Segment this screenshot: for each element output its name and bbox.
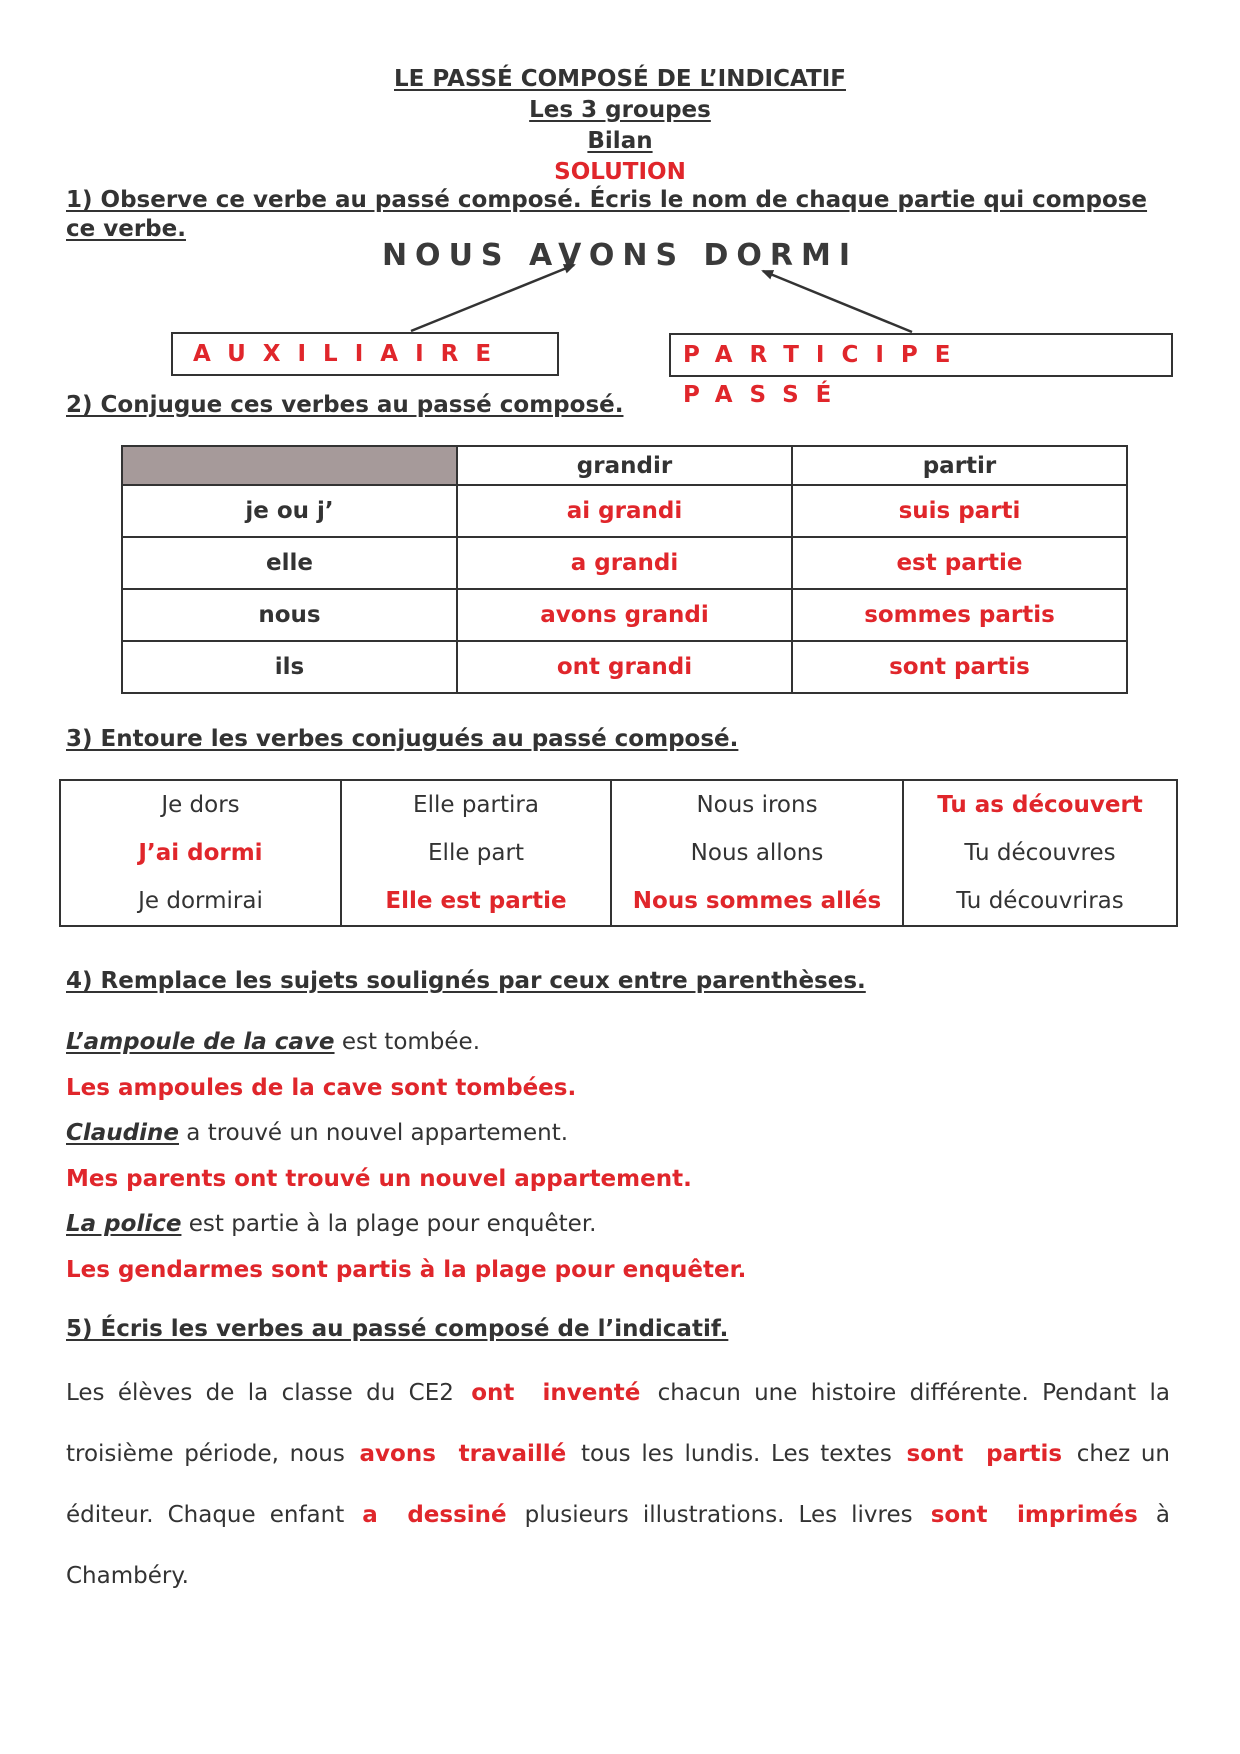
paragraph-text: chez un éditeur. Chaque enfant	[66, 1441, 1171, 1528]
answer-cell: avons grandi	[457, 589, 792, 641]
answer-cell: suis parti	[792, 485, 1127, 537]
subject-cell: nous	[122, 589, 457, 641]
auxiliaire-answer: AUXILIAIRE	[193, 341, 509, 367]
sentence-rest: est partie à la plage pour enquêter.	[181, 1211, 597, 1237]
underlined-subject: L’ampoule de la cave	[66, 1029, 335, 1055]
empty-corner-cell	[122, 446, 457, 485]
verb-option-correct: Elle est partie	[385, 888, 567, 914]
verb-choice-table	[59, 779, 1178, 927]
answer-3: Les gendarmes sont partis à la plage pour enquêter.	[66, 1257, 747, 1283]
answer-cell: a grandi	[457, 537, 792, 589]
verb-choice-row	[60, 780, 1177, 926]
verb-column	[341, 780, 611, 926]
answer-cell: ai grandi	[457, 485, 792, 537]
verb-answer: ont inventé	[471, 1380, 641, 1406]
sentence-rest: a trouvé un nouvel appartement.	[178, 1120, 569, 1146]
sentence-3	[66, 1211, 597, 1237]
verb-option: Nous irons	[696, 792, 818, 818]
auxiliaire-answer-box	[171, 332, 559, 376]
table-row	[122, 641, 1127, 693]
verb-option: Nous allons	[690, 840, 824, 866]
verb-option: Je dormirai	[138, 888, 263, 914]
paragraph-text: Les élèves de la classe du CE2	[66, 1380, 468, 1406]
answer-2: Mes parents ont trouvé un nouvel appartement.	[66, 1166, 692, 1192]
verb-example: NOUS AVONS DORMI	[381, 238, 859, 273]
answer-cell: ont grandi	[457, 641, 792, 693]
underlined-subject: La police	[66, 1211, 182, 1237]
verb-answer: sont imprimés	[930, 1502, 1138, 1528]
question-1: 1) Observe ce verbe au passé composé. Écris le nom de chaque partie qui compose ce verbe.	[66, 187, 1148, 242]
answer-1: Les ampoules de la cave sont tombées.	[66, 1075, 577, 1101]
verb-column	[60, 780, 341, 926]
participe-answer-box	[669, 333, 1173, 408]
verb-option: Tu découvres	[964, 840, 1116, 866]
conjugation-table	[121, 445, 1128, 694]
arrow-auxiliaire	[411, 265, 574, 331]
section-label: Bilan	[587, 128, 653, 154]
question-4: 4) Remplace les sujets soulignés par ceux entre parenthèses.	[66, 968, 866, 994]
sentence-1	[66, 1029, 480, 1055]
underlined-subject: Claudine	[66, 1120, 179, 1146]
answer-cell: sommes partis	[792, 589, 1127, 641]
table-row	[122, 589, 1127, 641]
verb-option-correct: J’ai dormi	[138, 840, 263, 866]
verb-answer: avons travaillé	[359, 1441, 567, 1467]
solution-label: SOLUTION	[554, 159, 686, 185]
column-header: grandir	[457, 446, 792, 485]
verb-column	[903, 780, 1177, 926]
table-header-row	[122, 446, 1127, 485]
table-row	[122, 485, 1127, 537]
table-row	[122, 537, 1127, 589]
participe-answer: PARTICIPE PASSÉ	[683, 342, 968, 408]
verb-option: Je dors	[161, 792, 240, 818]
sentence-rest: est tombée.	[334, 1029, 481, 1055]
paragraph-text: plusieurs illustrations. Les livres	[510, 1502, 927, 1528]
answer-cell: est partie	[792, 537, 1127, 589]
verb-option: Elle part	[428, 840, 524, 866]
verb-answer: sont partis	[906, 1441, 1063, 1467]
verb-option-correct: Tu as découvert	[937, 792, 1143, 818]
paragraph-text: chacun une histoire différente. Pendant la troisième période, nous	[66, 1380, 1170, 1467]
verb-option: Elle partira	[413, 792, 539, 818]
answer-cell: sont partis	[792, 641, 1127, 693]
question-2: 2) Conjugue ces verbes au passé composé.	[66, 392, 624, 418]
question-5: 5) Écris les verbes au passé composé de l’indicatif.	[66, 1316, 729, 1342]
fill-in-paragraph	[66, 1363, 1170, 1607]
verb-answer: a dessiné	[362, 1502, 507, 1528]
question-3: 3) Entoure les verbes conjugués au passé composé.	[66, 726, 739, 752]
arrow-participe	[763, 271, 912, 332]
subject-cell: je ou j’	[122, 485, 457, 537]
paragraph-text: à Chambéry.	[66, 1502, 1171, 1589]
verb-column	[611, 780, 903, 926]
paragraph-text: tous les lundis. Les textes	[570, 1441, 903, 1467]
page-title: LE PASSÉ COMPOSÉ DE L’INDICATIF	[394, 66, 846, 92]
sentence-2	[66, 1120, 568, 1146]
verb-option-correct: Nous sommes allés	[632, 888, 882, 914]
column-header: partir	[792, 446, 1127, 485]
verb-option: Tu découvriras	[956, 888, 1124, 914]
subject-cell: ils	[122, 641, 457, 693]
subject-cell: elle	[122, 537, 457, 589]
page-subtitle: Les 3 groupes	[529, 97, 711, 123]
